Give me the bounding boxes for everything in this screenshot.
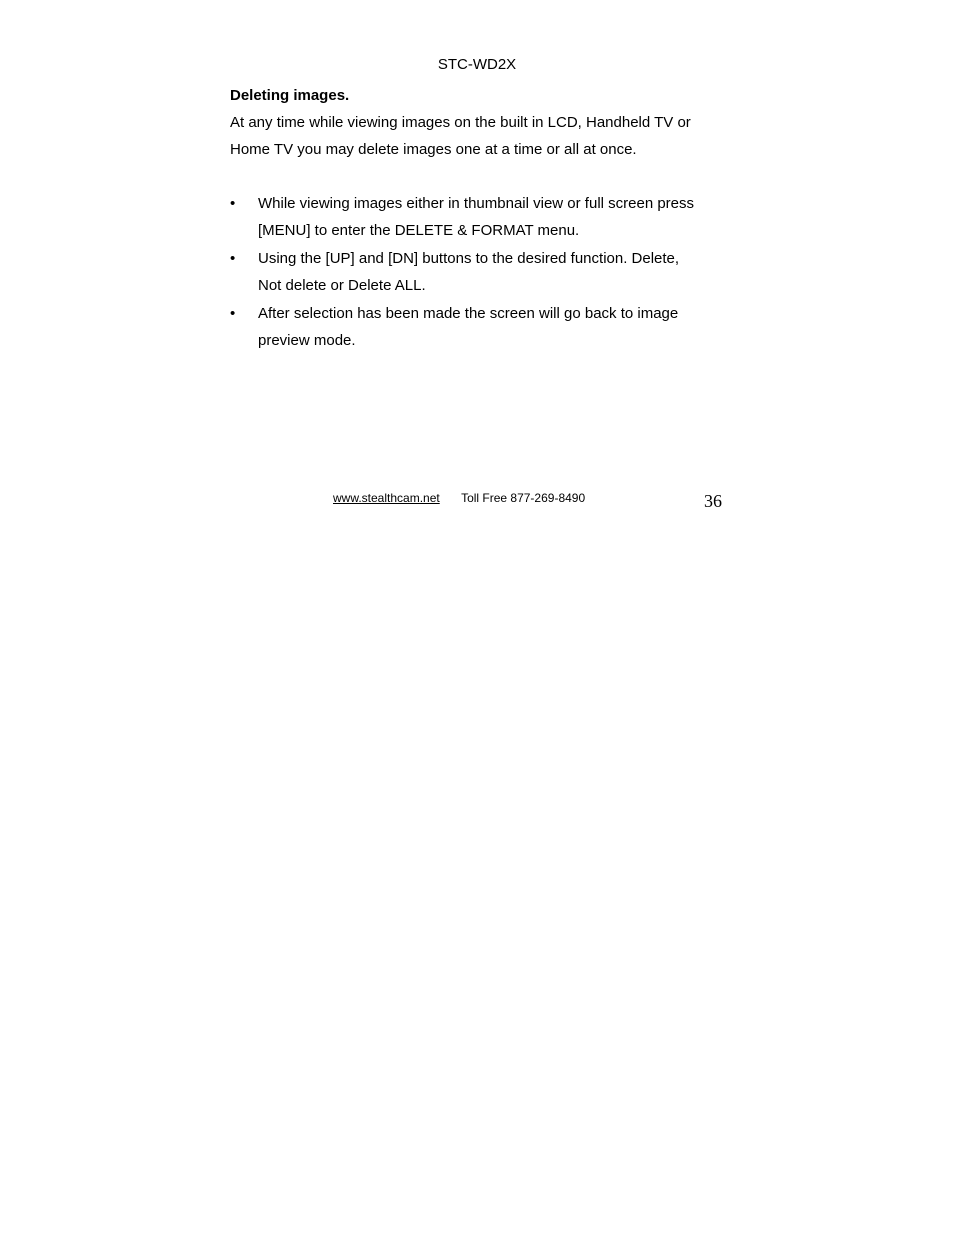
section-intro-line-2: Home TV you may delete images one at a time or all at once.: [230, 141, 637, 158]
list-item: [230, 190, 720, 244]
bullet-icon: •: [230, 250, 236, 267]
bullet-icon: •: [230, 195, 236, 212]
steps-list: [230, 190, 720, 354]
section-intro: [230, 109, 720, 163]
list-item-line-1: After selection has been made the screen will go back to image: [258, 305, 679, 322]
list-item: [230, 300, 720, 354]
list-item-line-2: Not delete or Delete ALL.: [258, 277, 426, 294]
toll-free-phone: Toll Free 877-269-8490: [461, 491, 586, 505]
section-intro-line-1: At any time while viewing images on the built in LCD, Handheld TV or: [230, 114, 691, 131]
bullet-icon: •: [230, 305, 236, 322]
list-item-line-1: While viewing images either in thumbnail view or full screen press: [258, 195, 695, 212]
list-item-line-2: preview mode.: [258, 332, 356, 349]
document-body: [230, 82, 720, 355]
list-item: [230, 245, 720, 299]
list-item-line-1: Using the [UP] and [DN] buttons to the desired function. Delete,: [258, 250, 680, 267]
website-link[interactable]: www.stealthcam.net: [333, 491, 440, 505]
section-title: Deleting images.: [230, 87, 350, 104]
page-number: 36: [704, 491, 722, 511]
document-footer: [333, 490, 585, 506]
paragraph-spacer: [230, 163, 720, 190]
list-item-line-2: [MENU] to enter the DELETE & FORMAT menu.: [258, 222, 580, 239]
document-header-model: STC-WD2X: [437, 56, 517, 73]
